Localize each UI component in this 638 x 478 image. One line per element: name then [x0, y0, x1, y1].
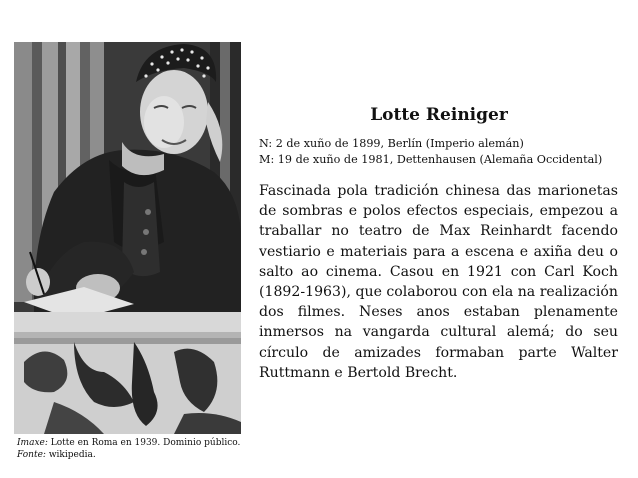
caption-source-label: Fonte: [17, 450, 46, 460]
portrait-photo [14, 42, 241, 434]
page-title: Lotte Reiniger [370, 105, 508, 125]
caption-source-text: wikipedia. [48, 450, 96, 460]
image-caption [17, 437, 247, 461]
biography-paragraph: Fascinada pola tradición chinesa das marionetas de sombras e polos efectos especiais, empezou a traballar no teatro de Max Reinhardt facendo vestiario e materiais para a escena e axiña deu o salto ao cinema. Casou en 1921 con Carl Koch (1892-1963), que colaborou con ela na realización dos filmes. Neses anos estaban plenamente inmersos na vangarda cultural alemá; do seu círculo de amizades formaban parte Walter Ruttmann e Bertold Brecht. [259, 183, 618, 381]
caption-image-label: Imaxe: [17, 438, 48, 448]
death-date: M: 19 de xuño de 1981, Dettenhausen (Alemaña Occidental) [259, 153, 603, 166]
birth-date: N: 2 de xuño de 1899, Berlín (Imperio alemán) [259, 137, 524, 150]
caption-image-line [17, 437, 247, 449]
life-dates [259, 136, 629, 168]
portrait-photo-icon [14, 42, 241, 434]
caption-source-line [17, 449, 247, 461]
caption-image-text: Lotte en Roma en 1939. Dominio público. [50, 438, 241, 448]
